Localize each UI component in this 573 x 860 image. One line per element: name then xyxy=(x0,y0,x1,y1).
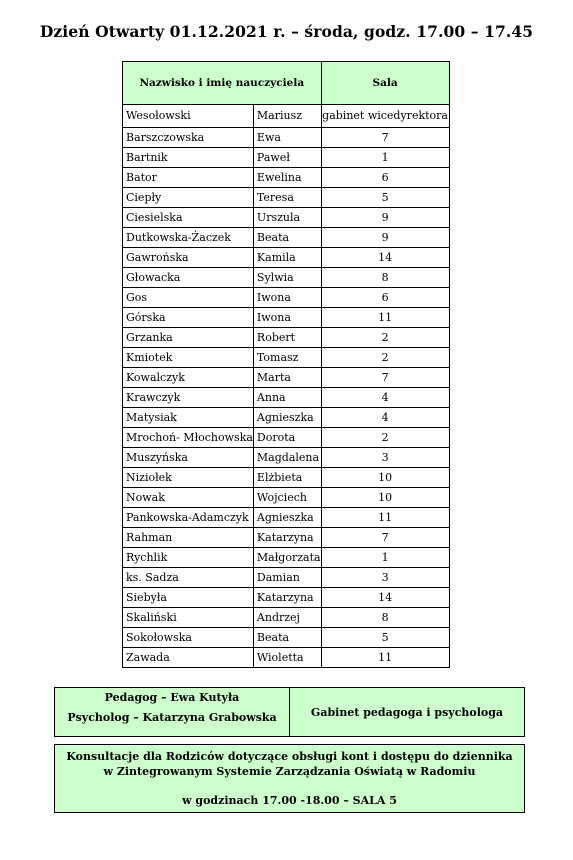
teacher-first-name: Urszula xyxy=(253,208,321,228)
teacher-first-name: Iwona xyxy=(253,288,321,308)
room-number: 7 xyxy=(321,368,449,388)
room-number: 1 xyxy=(321,548,449,568)
room-number: 10 xyxy=(321,488,449,508)
teacher-surname: Sokołowska xyxy=(123,628,254,648)
table-row xyxy=(123,628,450,648)
teacher-first-name: Mariusz xyxy=(253,105,321,128)
room-number: 3 xyxy=(321,448,449,468)
teacher-first-name: Ewa xyxy=(253,128,321,148)
teacher-surname: Pankowska-Adamczyk xyxy=(123,508,254,528)
teacher-first-name: Tomasz xyxy=(253,348,321,368)
table-row xyxy=(123,228,450,248)
consultation-line-3: w godzinach 17.00 -18.00 – SALA 5 xyxy=(182,794,397,807)
teacher-first-name: Kamila xyxy=(253,248,321,268)
teacher-first-name: Beata xyxy=(253,228,321,248)
table-row xyxy=(123,508,450,528)
table-row xyxy=(123,408,450,428)
room-number: 7 xyxy=(321,528,449,548)
teacher-first-name: Agnieszka xyxy=(253,508,321,528)
psycholog-label: Psycholog – Katarzyna Grabowska xyxy=(67,711,277,724)
teacher-first-name: Robert xyxy=(253,328,321,348)
teacher-first-name: Damian xyxy=(253,568,321,588)
teacher-first-name: Elżbieta xyxy=(253,468,321,488)
teacher-surname: Bartnik xyxy=(123,148,254,168)
teacher-surname: Kmiotek xyxy=(123,348,254,368)
teacher-first-name: Andrzej xyxy=(253,608,321,628)
table-row xyxy=(123,448,450,468)
teacher-first-name: Sylwia xyxy=(253,268,321,288)
table-row xyxy=(123,468,450,488)
table-row xyxy=(123,428,450,448)
table-row xyxy=(123,608,450,628)
teacher-surname: Dutkowska-Żaczek xyxy=(123,228,254,248)
room-number: 4 xyxy=(321,388,449,408)
table-row xyxy=(123,348,450,368)
teacher-surname: Głowacka xyxy=(123,268,254,288)
pedagog-label: Pedagog – Ewa Kutyła xyxy=(104,691,240,704)
header-teacher-name: Nazwisko i imię nauczyciela xyxy=(123,62,322,105)
consultation-line-2: w Zintegrowanym Systemie Zarządzania Oświatą w Radomiu xyxy=(103,765,476,778)
table-row xyxy=(123,648,450,668)
teacher-surname: Skaliński xyxy=(123,608,254,628)
teacher-surname: ks. Sadza xyxy=(123,568,254,588)
table-row xyxy=(123,168,450,188)
teacher-surname: Zawada xyxy=(123,648,254,668)
consultation-line-1: Konsultacje dla Rodziców dotyczące obsługi kont i dostępu do dziennika xyxy=(66,750,513,763)
table-row xyxy=(123,328,450,348)
table-row xyxy=(123,188,450,208)
teacher-surname: Kowalczyk xyxy=(123,368,254,388)
teacher-first-name: Teresa xyxy=(253,188,321,208)
teacher-first-name: Małgorzata xyxy=(253,548,321,568)
table-row xyxy=(123,488,450,508)
teacher-surname: Ciepły xyxy=(123,188,254,208)
room-number: 2 xyxy=(321,348,449,368)
teacher-surname: Barszczowska xyxy=(123,128,254,148)
table-row xyxy=(123,208,450,228)
table-row xyxy=(123,528,450,548)
teacher-first-name: Agnieszka xyxy=(253,408,321,428)
room-number: 5 xyxy=(321,628,449,648)
teacher-surname: Nowak xyxy=(123,488,254,508)
teacher-surname: Gawrońska xyxy=(123,248,254,268)
room-number: 8 xyxy=(321,608,449,628)
table-row xyxy=(123,128,450,148)
table-row xyxy=(123,105,450,128)
room-number: 9 xyxy=(321,208,449,228)
teacher-first-name: Anna xyxy=(253,388,321,408)
table-row xyxy=(123,588,450,608)
specialists-room: Gabinet pedagoga i psychologa xyxy=(310,705,504,719)
room-number: 5 xyxy=(321,188,449,208)
teacher-surname: Rahman xyxy=(123,528,254,548)
page-title: Dzień Otwarty 01.12.2021 r. – środa, godz. 17.00 – 17.45 xyxy=(39,22,534,41)
room-number: 10 xyxy=(321,468,449,488)
teacher-surname: Mrochoń- Młochowska xyxy=(123,428,254,448)
room-number: 2 xyxy=(321,428,449,448)
room-number: 7 xyxy=(321,128,449,148)
room-number: 11 xyxy=(321,648,449,668)
teacher-first-name: Marta xyxy=(253,368,321,388)
table-row xyxy=(123,388,450,408)
room-number: gabinet wicedyrektora xyxy=(321,105,449,128)
teacher-surname: Górska xyxy=(123,308,254,328)
room-number: 14 xyxy=(321,588,449,608)
teacher-surname: Gos xyxy=(123,288,254,308)
teacher-surname: Ciesielska xyxy=(123,208,254,228)
room-number: 14 xyxy=(321,248,449,268)
header-room: Sala xyxy=(321,62,449,105)
table-row xyxy=(123,568,450,588)
table-row xyxy=(123,268,450,288)
teacher-first-name: Magdalena xyxy=(253,448,321,468)
room-number: 11 xyxy=(321,308,449,328)
specialists-names xyxy=(55,688,290,736)
table-row xyxy=(123,148,450,168)
teacher-surname: Bator xyxy=(123,168,254,188)
room-number: 3 xyxy=(321,568,449,588)
teacher-surname: Siebyła xyxy=(123,588,254,608)
teacher-surname: Matysiak xyxy=(123,408,254,428)
teacher-surname: Grzanka xyxy=(123,328,254,348)
table-row xyxy=(123,368,450,388)
room-number: 9 xyxy=(321,228,449,248)
room-number: 6 xyxy=(321,168,449,188)
room-number: 11 xyxy=(321,508,449,528)
teacher-surname: Krawczyk xyxy=(123,388,254,408)
table-row xyxy=(123,288,450,308)
teacher-first-name: Katarzyna xyxy=(253,588,321,608)
room-number: 1 xyxy=(321,148,449,168)
specialists-box xyxy=(54,687,525,737)
teacher-first-name: Wioletta xyxy=(253,648,321,668)
teacher-first-name: Paweł xyxy=(253,148,321,168)
room-number: 8 xyxy=(321,268,449,288)
table-row xyxy=(123,248,450,268)
table-row xyxy=(123,548,450,568)
teacher-first-name: Wojciech xyxy=(253,488,321,508)
teacher-surname: Muszyńska xyxy=(123,448,254,468)
table-header-row xyxy=(123,62,450,105)
consultation-box xyxy=(54,744,525,813)
teacher-first-name: Beata xyxy=(253,628,321,648)
teacher-first-name: Iwona xyxy=(253,308,321,328)
teacher-first-name: Dorota xyxy=(253,428,321,448)
teacher-surname: Niziołek xyxy=(123,468,254,488)
table-row xyxy=(123,308,450,328)
teacher-surname: Rychlik xyxy=(123,548,254,568)
teacher-room-table xyxy=(122,61,450,668)
teacher-surname: Wesołowski xyxy=(123,105,254,128)
teacher-first-name: Katarzyna xyxy=(253,528,321,548)
room-number: 4 xyxy=(321,408,449,428)
room-number: 6 xyxy=(321,288,449,308)
teacher-first-name: Ewelina xyxy=(253,168,321,188)
room-number: 2 xyxy=(321,328,449,348)
